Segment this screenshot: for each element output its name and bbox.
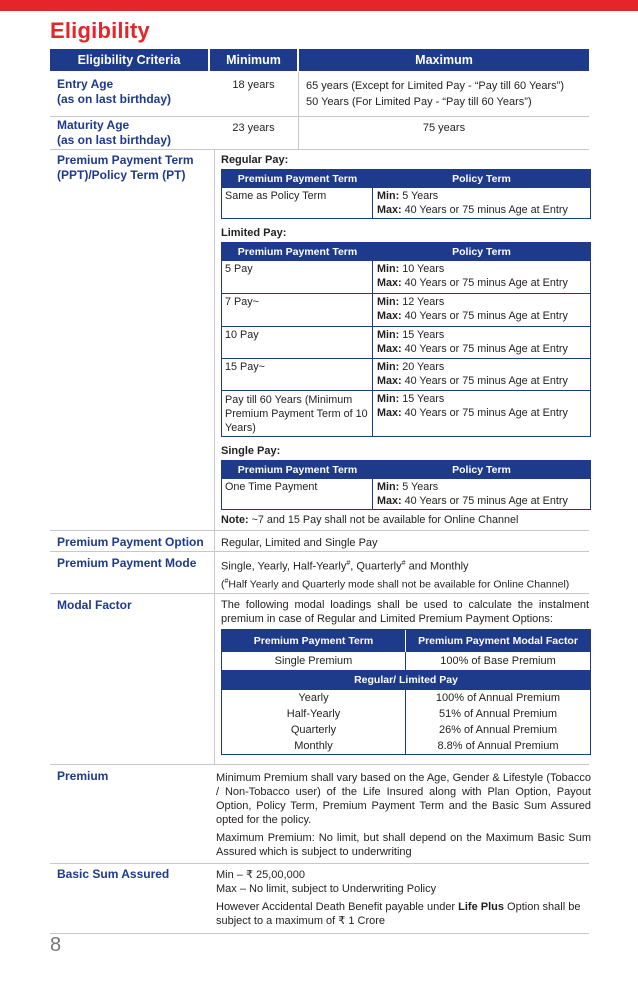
- table-row: 7 Pay~ Min: 12 Years Max: 40 Years or 75 minus Age at Entry: [222, 293, 590, 326]
- table-row: 10 Pay Min: 15 Years Max: 40 Years or 75 minus Age at Entry: [222, 326, 590, 358]
- table-row: 5 Pay Min: 10 Years Max: 40 Years or 75 minus Age at Entry: [222, 260, 590, 293]
- maturity-age-label: Maturity Age (as on last birthday): [57, 118, 172, 147]
- divider: [50, 116, 589, 117]
- divider: [50, 149, 589, 150]
- divider: [214, 552, 215, 593]
- table-row: Same as Policy Term Min: 5 Years Max: 40 Years or 75 minus Age at Entry: [222, 187, 590, 218]
- modal-label: Modal Factor: [57, 598, 132, 612]
- entry-age-min: 18 years: [232, 79, 275, 91]
- table-row: Single Premium 100% of Base Premium: [222, 652, 590, 670]
- table-row: 15 Pay~ Min: 20 Years Max: 40 Years or 75 minus Age at Entry: [222, 358, 590, 390]
- modal-text: The following modal loadings shall be used to calculate the instalment premium in case of Regular and Limited Premium Payment Options:: [221, 599, 589, 625]
- regular-pay-table: [221, 169, 591, 219]
- header-minimum: Minimum: [210, 49, 297, 71]
- header-maximum: Maximum: [299, 49, 589, 71]
- table-header: Premium Payment Term Policy Term: [222, 461, 590, 478]
- ppo-value: Regular, Limited and Single Pay: [221, 537, 378, 549]
- table-row: Yearly 100% of Annual Premium: [222, 690, 590, 706]
- divider: [214, 594, 215, 764]
- sub-header: Regular/ Limited Pay: [222, 670, 590, 690]
- divider: [214, 150, 215, 530]
- ppt-label: Premium Payment Term (PPT)/Policy Term (PT): [57, 153, 194, 182]
- table-row: Half-Yearly 51% of Annual Premium: [222, 706, 590, 722]
- divider: [298, 72, 299, 116]
- divider: [50, 764, 589, 765]
- table-header: Premium Payment Term Policy Term: [222, 243, 590, 260]
- ppo-label: Premium Payment Option: [57, 535, 204, 549]
- divider: [50, 530, 589, 531]
- ppm-label: Premium Payment Mode: [57, 556, 197, 570]
- limited-pay-table: [221, 242, 591, 437]
- table-row: One Time Payment Min: 5 Years Max: 40 Years or 75 minus Age at Entry: [222, 478, 590, 509]
- limited-pay-title: Limited Pay:: [221, 227, 287, 239]
- modal-factor-table: [221, 629, 591, 755]
- table-row: Quarterly 26% of Annual Premium: [222, 722, 590, 738]
- top-red-bar: [0, 0, 638, 11]
- single-pay-title: Single Pay:: [221, 445, 281, 457]
- bsa-text: Min – ₹ 25,00,000 Max – No limit, subject to Underwriting Policy However Accidental Death Benefit payable under Life Plus Option shall be subject to a maximum of ₹ 1 Crore: [216, 869, 581, 927]
- divider: [50, 551, 589, 552]
- regular-pay-title: Regular Pay:: [221, 154, 289, 166]
- divider: [50, 593, 589, 594]
- divider: [214, 531, 215, 551]
- table-header: Premium Payment Term Policy Term: [222, 170, 590, 187]
- maturity-age-max: 75 years: [422, 122, 466, 134]
- divider: [298, 117, 299, 149]
- divider: [50, 863, 589, 864]
- page-number: 8: [50, 934, 62, 956]
- premium-label: Premium: [57, 769, 109, 783]
- maturity-age-min: 23 years: [232, 122, 275, 134]
- divider: [50, 933, 589, 934]
- ppt-note: Note: ~7 and 15 Pay shall not be available for Online Channel: [221, 514, 519, 526]
- table-row: Monthly 8.8% of Annual Premium: [222, 738, 590, 754]
- bsa-label: Basic Sum Assured: [57, 867, 170, 881]
- premium-text: Minimum Premium shall vary based on the Age, Gender & Lifestyle (Tobacco / Non-Tobacco user) of the Life Insured along with Plan Option, Payout Option, Policy Term, Premium Payment Term and the Basic Sum Assured opted for the policy. Maximum Premium: No limit, but shall depend on the Maximum Basic Sum Assured which is subject to underwriting: [216, 772, 591, 858]
- single-pay-table: [221, 460, 591, 510]
- header-criteria: Eligibility Criteria: [50, 49, 208, 71]
- table-header: Premium Payment Term Premium Payment Modal Factor: [222, 630, 590, 652]
- ppm-value: Single, Yearly, Half-Yearly#, Quarterly# and Monthly (#Half Yearly and Quarterly mode shall not be available for Online Channel): [221, 560, 570, 591]
- entry-age-max: 65 years (Except for Limited Pay - “Pay till 60 Years”) 50 Years (For Limited Pay - “Pay till 60 Years”): [306, 80, 564, 108]
- table-row: Pay till 60 Years (Minimum Premium Payment Term of 10 Years) Min: 15 Years Max: 40 Years or 75 minus Age at Entry: [222, 390, 590, 436]
- entry-age-label: Entry Age (as on last birthday): [57, 77, 172, 106]
- page-title: Eligibility: [50, 18, 150, 43]
